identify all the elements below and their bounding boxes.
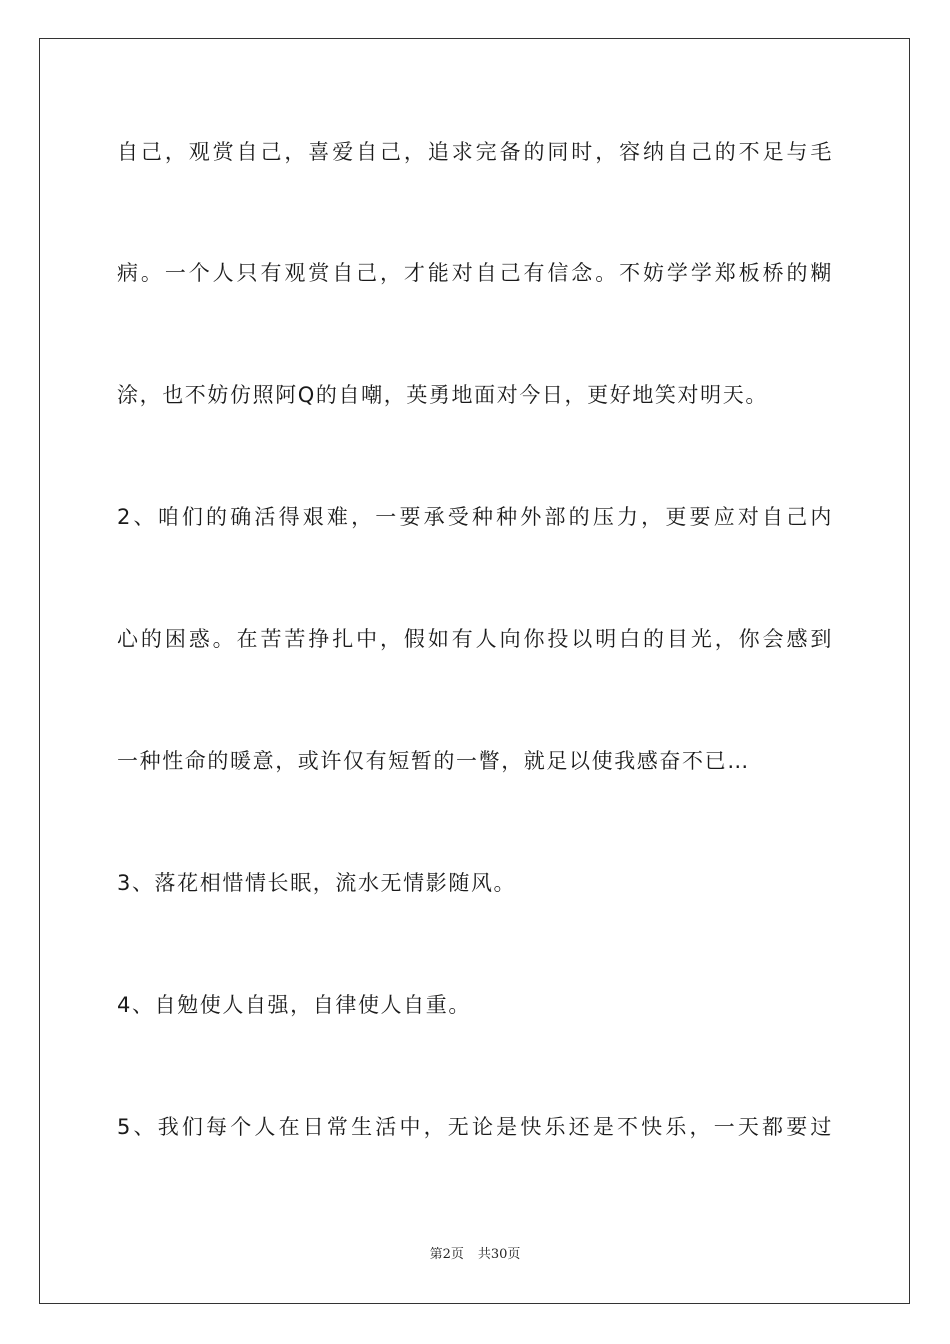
- text-line: 自己，观赏自己，喜爱自己，追求完备的同时，容纳自己的不足与毛: [117, 140, 833, 164]
- text-line: 3、落花相惜情长眠，流水无情影随风。: [117, 871, 517, 895]
- total-pages-indicator: 共30页: [477, 1247, 521, 1262]
- page-footer: [0, 1246, 950, 1264]
- current-page-indicator: 第2页: [429, 1247, 464, 1262]
- text-line: 2、咱们的确活得艰难，一要承受种种外部的压力，更要应对自己内: [117, 505, 833, 529]
- text-line: 涂，也不妨仿照阿Q的自嘲，英勇地面对今日，更好地笑对明天。: [117, 383, 768, 407]
- text-line: 心的困惑。在苦苦挣扎中，假如有人向你投以明白的目光，你会感到: [117, 627, 833, 651]
- text-line: 病。一个人只有观赏自己，才能对自己有信念。不妨学学郑板桥的糊: [117, 261, 833, 285]
- text-line: 4、自勉使人自强，自律使人自重。: [117, 993, 471, 1017]
- text-line: 一种性命的暖意，或许仅有短暂的一瞥，就足以使我感奋不已…: [117, 749, 750, 773]
- text-line: 5、我们每个人在日常生活中，无论是快乐还是不快乐，一天都要过: [117, 1115, 833, 1139]
